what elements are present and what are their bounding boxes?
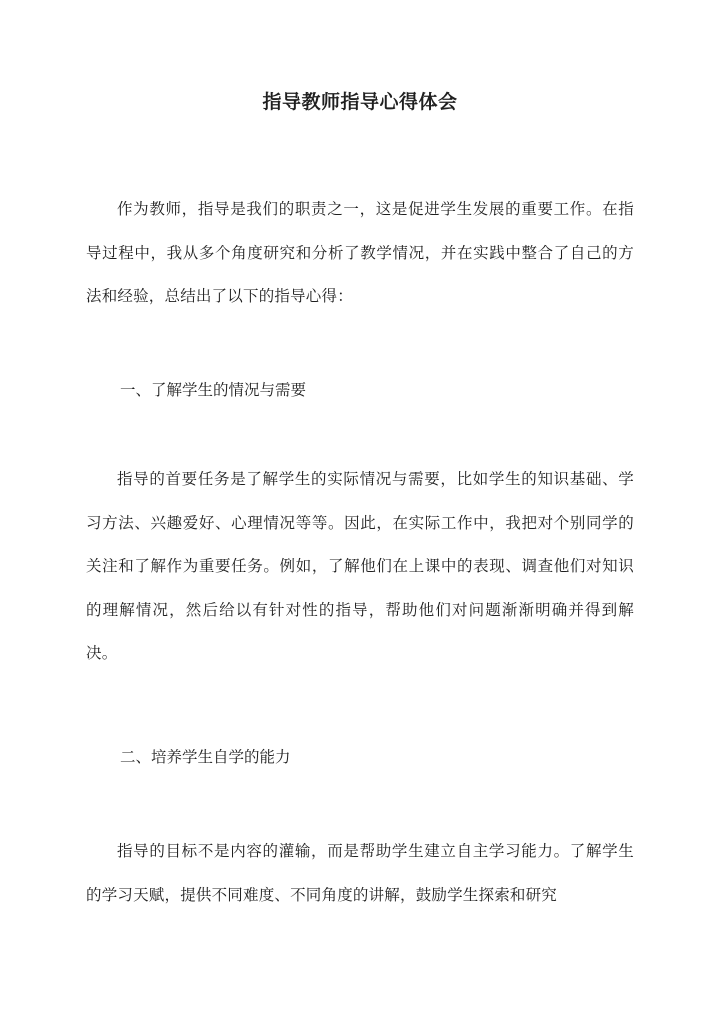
document-title: 指导教师指导心得体会 [262,91,458,113]
section-heading-1: 一、了解学生的情况与需要 [120,381,307,399]
intro-paragraph: 作为教师，指导是我们的职责之一，这是促进学生发展的重要工作。在指导过程中，我从多个角度研究和分析了教学情况，并在实践中整合了自己的方法和经验，总结出了以下的指导心得： [86,200,634,305]
section-2-paragraph: 指导的目标不是内容的灌输，而是帮助学生建立自主学习能力。了解学生的学习天赋，提供不同难度、不同角度的讲解，鼓励学生探索和研究 [86,842,634,904]
section-heading-2: 二、培养学生自学的能力 [120,748,291,766]
section-1-paragraph: 指导的首要任务是了解学生的实际情况与需要，比如学生的知识基础、学习方法、兴趣爱好、心理情况等等。因此，在实际工作中，我把对个别同学的关注和了解作为重要任务。例如，了解他们在上课中的表现、调查他们对知识的理解情况，然后给以有针对性的指导，帮助他们对问题渐渐明确并得到解决。 [86,470,634,662]
